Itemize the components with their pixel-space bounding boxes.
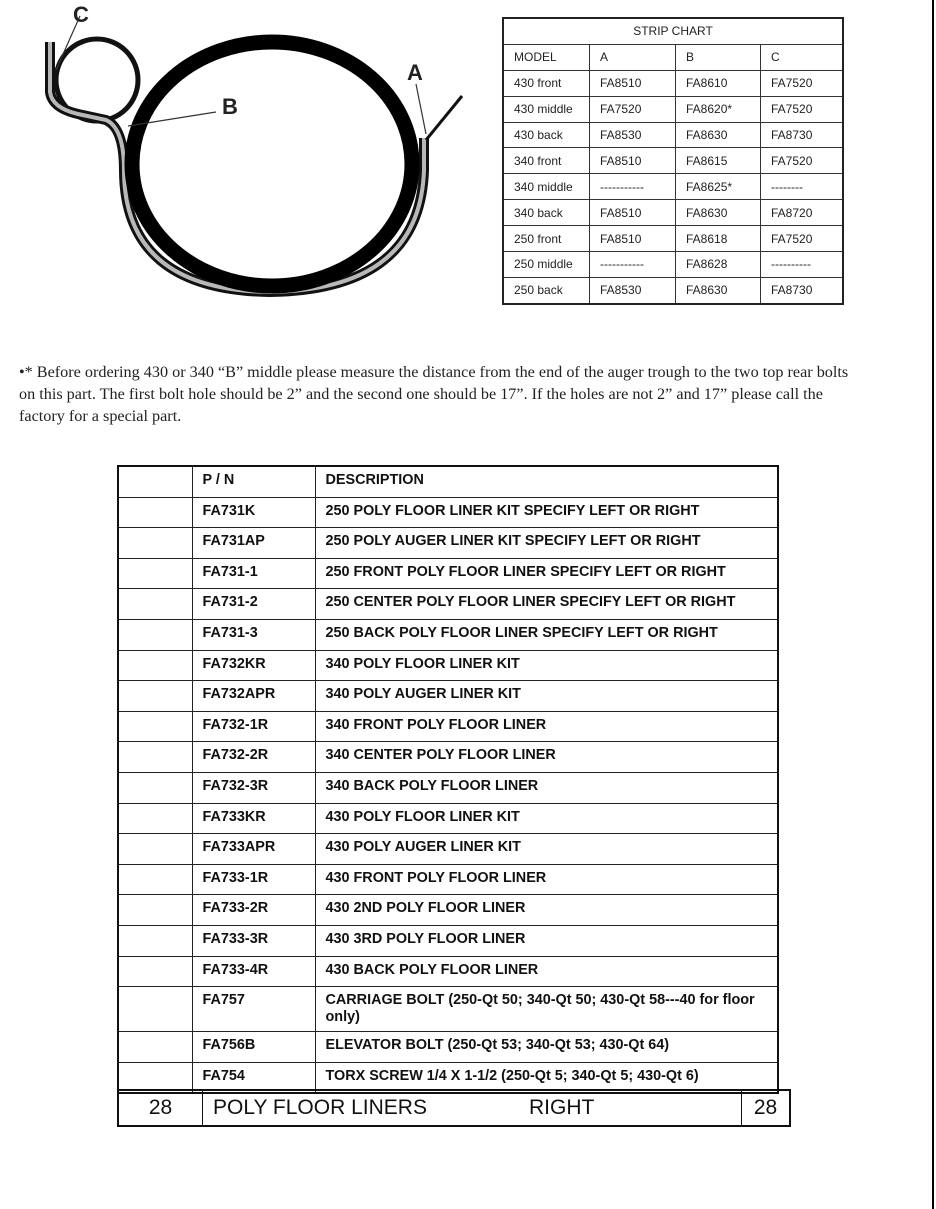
parts-cell-pn: FA732-2R [192, 742, 315, 773]
page-number-left: 28 [119, 1091, 203, 1125]
table-row [118, 528, 778, 559]
strip-cell-part: ---------- [761, 252, 844, 278]
liner-diagram [0, 0, 480, 320]
strip-chart-row [503, 277, 843, 303]
parts-cell-description: 250 CENTER POLY FLOOR LINER SPECIFY LEFT OR RIGHT [315, 589, 778, 620]
parts-cell-description: 340 FRONT POLY FLOOR LINER [315, 711, 778, 742]
parts-cell-blank [118, 834, 192, 865]
strip-chart-body [503, 70, 843, 304]
parts-cell-pn: FA731-1 [192, 558, 315, 589]
strip-cell-part: FA8510 [590, 70, 676, 96]
strip-header-model: MODEL [503, 44, 590, 70]
strip-cell-part: FA8620* [676, 96, 761, 122]
parts-cell-blank [118, 681, 192, 712]
parts-cell-description: 250 POLY AUGER LINER KIT SPECIFY LEFT OR RIGHT [315, 528, 778, 559]
parts-cell-description: 340 CENTER POLY FLOOR LINER [315, 742, 778, 773]
strip-cell-part: FA8628 [676, 252, 761, 278]
table-row [118, 558, 778, 589]
parts-cell-blank [118, 589, 192, 620]
strip-chart-row [503, 174, 843, 200]
strip-cell-model: 250 middle [503, 252, 590, 278]
table-row [118, 834, 778, 865]
table-row [118, 742, 778, 773]
parts-cell-pn: FA733-3R [192, 925, 315, 956]
table-row [118, 711, 778, 742]
parts-cell-description: 250 POLY FLOOR LINER KIT SPECIFY LEFT OR RIGHT [315, 497, 778, 528]
callout-c: C [73, 2, 89, 27]
strip-cell-model: 340 front [503, 148, 590, 174]
strip-cell-part: FA7520 [761, 96, 844, 122]
strip-cell-part: FA8625* [676, 174, 761, 200]
parts-cell-blank [118, 864, 192, 895]
parts-cell-pn: FA731-2 [192, 589, 315, 620]
parts-cell-description: 430 FRONT POLY FLOOR LINER [315, 864, 778, 895]
strip-cell-part: FA7520 [590, 96, 676, 122]
parts-cell-pn: FA733KR [192, 803, 315, 834]
parts-cell-blank [118, 711, 192, 742]
strip-chart-title-row [503, 18, 843, 44]
parts-cell-description: 340 BACK POLY FLOOR LINER [315, 772, 778, 803]
parts-cell-pn: FA754 [192, 1062, 315, 1093]
strip-cell-part: -------- [761, 174, 844, 200]
parts-cell-description: 250 FRONT POLY FLOOR LINER SPECIFY LEFT OR RIGHT [315, 558, 778, 589]
strip-chart-title: STRIP CHART [503, 18, 843, 44]
parts-cell-blank [118, 1032, 192, 1063]
strip-cell-part: FA8730 [761, 122, 844, 148]
callout-a: A [407, 60, 423, 85]
parts-cell-blank [118, 650, 192, 681]
parts-cell-blank [118, 956, 192, 987]
parts-cell-blank [118, 619, 192, 650]
parts-cell-description: 430 2ND POLY FLOOR LINER [315, 895, 778, 926]
parts-cell-pn: FA732APR [192, 681, 315, 712]
strip-header-c: C [761, 44, 844, 70]
strip-chart-row [503, 200, 843, 226]
section-title: POLY FLOOR LINERS [213, 1096, 427, 1119]
parts-cell-description: TORX SCREW 1/4 X 1-1/2 (250-Qt 5; 340-Qt 5; 430-Qt 6) [315, 1062, 778, 1093]
parts-header-description: DESCRIPTION [315, 466, 778, 497]
parts-cell-pn: FA733-2R [192, 895, 315, 926]
strip-chart-row [503, 252, 843, 278]
parts-cell-pn: FA732KR [192, 650, 315, 681]
table-row [118, 497, 778, 528]
strip-cell-part: FA8630 [676, 277, 761, 303]
strip-cell-part: FA8610 [676, 70, 761, 96]
parts-header-pn: P / N [192, 466, 315, 497]
parts-cell-description: 430 POLY FLOOR LINER KIT [315, 803, 778, 834]
table-row [118, 987, 778, 1032]
strip-cell-part: FA8530 [590, 122, 676, 148]
parts-cell-blank [118, 497, 192, 528]
strip-cell-part: FA8510 [590, 148, 676, 174]
parts-cell-blank [118, 558, 192, 589]
table-row [118, 619, 778, 650]
table-row [118, 925, 778, 956]
parts-cell-description: 430 BACK POLY FLOOR LINER [315, 956, 778, 987]
strip-cell-part: FA8630 [676, 122, 761, 148]
table-row [118, 803, 778, 834]
parts-cell-blank [118, 925, 192, 956]
table-row [118, 772, 778, 803]
strip-cell-part: FA8530 [590, 277, 676, 303]
strip-chart-header-row [503, 44, 843, 70]
strip-cell-part: FA8730 [761, 277, 844, 303]
strip-header-a: A [590, 44, 676, 70]
parts-cell-pn: FA756B [192, 1032, 315, 1063]
table-row [118, 1032, 778, 1063]
strip-cell-part: FA8618 [676, 226, 761, 252]
measurement-note: •* Before ordering 430 or 340 “B” middle please measure the distance from the end of the auger trough to the two top rear bolts on this part. The first bolt hole should be 2” and the second one should be 17”. If the holes are not 2” and 17” please call the factory for a special part. [19, 363, 849, 425]
strip-chart-row [503, 96, 843, 122]
table-row [118, 864, 778, 895]
parts-cell-description: 340 POLY AUGER LINER KIT [315, 681, 778, 712]
parts-cell-blank [118, 772, 192, 803]
parts-cell-description: ELEVATOR BOLT (250-Qt 53; 340-Qt 53; 430-Qt 64) [315, 1032, 778, 1063]
strip-cell-model: 430 front [503, 70, 590, 96]
page-footer [117, 1089, 791, 1127]
strip-cell-part: FA8615 [676, 148, 761, 174]
side-label: RIGHT [529, 1096, 595, 1119]
strip-cell-part: ----------- [590, 252, 676, 278]
parts-cell-blank [118, 528, 192, 559]
parts-cell-pn: FA731-3 [192, 619, 315, 650]
parts-table [117, 465, 779, 1094]
parts-header-row [118, 466, 778, 497]
strip-cell-part: FA8630 [676, 200, 761, 226]
table-row [118, 650, 778, 681]
parts-cell-description: CARRIAGE BOLT (250-Qt 50; 340-Qt 50; 430-Qt 58---40 for floor only) [315, 987, 778, 1032]
strip-cell-part: ----------- [590, 174, 676, 200]
strip-cell-model: 340 back [503, 200, 590, 226]
strip-cell-part: FA8510 [590, 226, 676, 252]
auger-drum [132, 42, 412, 286]
strip-chart-row [503, 70, 843, 96]
parts-cell-blank [118, 742, 192, 773]
table-row [118, 895, 778, 926]
parts-cell-pn: FA733APR [192, 834, 315, 865]
parts-cell-pn: FA732-3R [192, 772, 315, 803]
table-row [118, 589, 778, 620]
parts-cell-description: 250 BACK POLY FLOOR LINER SPECIFY LEFT OR RIGHT [315, 619, 778, 650]
parts-cell-pn: FA731AP [192, 528, 315, 559]
strip-cell-model: 250 back [503, 277, 590, 303]
strip-cell-model: 430 back [503, 122, 590, 148]
parts-cell-pn: FA757 [192, 987, 315, 1032]
parts-cell-description: 430 POLY AUGER LINER KIT [315, 834, 778, 865]
parts-cell-pn: FA733-4R [192, 956, 315, 987]
page-number-right: 28 [741, 1091, 789, 1125]
table-row [118, 956, 778, 987]
parts-table-body [118, 497, 778, 1093]
parts-cell-description: 430 3RD POLY FLOOR LINER [315, 925, 778, 956]
right-flange [426, 96, 462, 140]
parts-cell-pn: FA732-1R [192, 711, 315, 742]
parts-header-blank [118, 466, 192, 497]
parts-cell-blank [118, 895, 192, 926]
strip-chart-row [503, 226, 843, 252]
strip-cell-model: 430 middle [503, 96, 590, 122]
strip-chart-row [503, 148, 843, 174]
strip-chart-table [502, 17, 844, 305]
strip-cell-model: 340 middle [503, 174, 590, 200]
strip-cell-model: 250 front [503, 226, 590, 252]
strip-cell-part: FA7520 [761, 70, 844, 96]
callout-b: B [222, 94, 238, 119]
strip-header-b: B [676, 44, 761, 70]
page-edge-rule [932, 0, 934, 1209]
parts-cell-pn: FA731K [192, 497, 315, 528]
parts-cell-description: 340 POLY FLOOR LINER KIT [315, 650, 778, 681]
strip-cell-part: FA8510 [590, 200, 676, 226]
parts-cell-blank [118, 803, 192, 834]
strip-chart-row [503, 122, 843, 148]
table-row [118, 681, 778, 712]
parts-cell-pn: FA733-1R [192, 864, 315, 895]
strip-cell-part: FA8720 [761, 200, 844, 226]
strip-cell-part: FA7520 [761, 226, 844, 252]
parts-cell-blank [118, 987, 192, 1032]
strip-cell-part: FA7520 [761, 148, 844, 174]
